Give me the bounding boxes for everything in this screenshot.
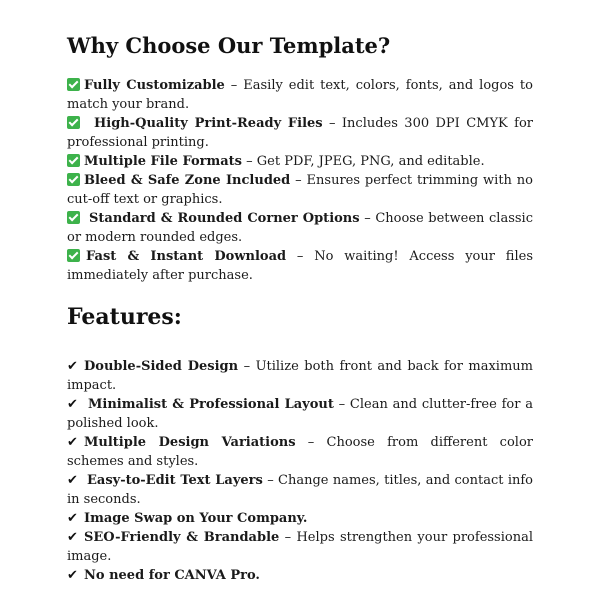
check-box-icon <box>67 154 80 167</box>
why-item-text: – Choose between classic or modern rounded edges. <box>67 211 533 245</box>
feature-item-bold: No need for CANVA Pro. <box>84 568 260 583</box>
why-item-6 <box>67 247 533 285</box>
why-item-4 <box>67 171 533 209</box>
feature-item-text: – Change names, titles, and contact info in seconds. <box>67 473 533 507</box>
checkmark-icon: ✔ <box>67 511 78 526</box>
feature-item-1 <box>67 357 533 395</box>
feature-item-4 <box>67 471 533 509</box>
feature-item-bold: Minimalist & Professional Layout <box>88 397 334 412</box>
feature-item-bold: Easy-to-Edit Text Layers <box>87 473 263 488</box>
check-box-icon <box>67 249 80 262</box>
feature-item-text: – Helps strengthen your professional image. <box>67 530 533 564</box>
why-item-text: – Get PDF, JPEG, PNG, and editable. <box>242 154 485 169</box>
why-item-bold: Standard & Rounded Corner Options <box>89 211 360 226</box>
feature-item-bold: SEO-Friendly & Brandable <box>84 530 280 545</box>
why-item-bold: Fully Customizable <box>84 78 225 93</box>
feature-item-2 <box>67 395 533 433</box>
feature-item-bold: Multiple Design Variations <box>84 435 296 450</box>
feature-item-bold: Image Swap on Your Company. <box>84 511 308 526</box>
feature-item-3 <box>67 433 533 471</box>
checkmark-icon: ✔ <box>67 397 78 412</box>
check-box-icon <box>67 173 80 186</box>
feature-item-text: – Choose from different color schemes and styles. <box>67 435 533 469</box>
check-box-icon <box>67 211 80 224</box>
why-item-bold: High-Quality Print-Ready Files <box>94 116 323 131</box>
why-item-text: – Includes 300 DPI CMYK for professional printing. <box>67 116 533 150</box>
why-item-5 <box>67 209 533 247</box>
feature-item-text: – Utilize both front and back for maximum impact. <box>67 359 533 393</box>
feature-item-6 <box>67 528 533 566</box>
why-item-text: – Ensures perfect trimming with no cut-off text or graphics. <box>67 173 533 207</box>
why-item-text: – No waiting! Access your files immediately after purchase. <box>67 249 533 283</box>
check-box-icon <box>67 116 80 129</box>
checkmark-icon: ✔ <box>67 473 78 488</box>
why-list <box>67 76 533 285</box>
why-item-bold: Fast & Instant Download <box>86 249 287 264</box>
why-item-2 <box>67 114 533 152</box>
why-item-bold: Multiple File Formats <box>84 154 242 169</box>
checkmark-icon: ✔ <box>67 530 78 545</box>
why-item-text: – Easily edit text, colors, fonts, and logos to match your brand. <box>67 78 533 112</box>
checkmark-icon: ✔ <box>67 435 78 450</box>
feature-item-bold: Double-Sided Design <box>84 359 239 374</box>
why-item-1 <box>67 76 533 114</box>
why-item-3 <box>67 152 533 171</box>
checkmark-icon: ✔ <box>67 568 78 583</box>
why-item-bold: Bleed & Safe Zone Included <box>84 173 291 188</box>
feature-item-text: – Clean and clutter-free for a polished look. <box>67 397 533 431</box>
features-heading: Features: <box>67 304 182 330</box>
check-box-icon <box>67 78 80 91</box>
why-choose-heading: Why Choose Our Template? <box>67 33 391 58</box>
checkmark-icon: ✔ <box>67 359 78 374</box>
feature-item-7 <box>67 566 533 585</box>
features-list <box>67 357 533 585</box>
feature-item-5 <box>67 509 533 528</box>
